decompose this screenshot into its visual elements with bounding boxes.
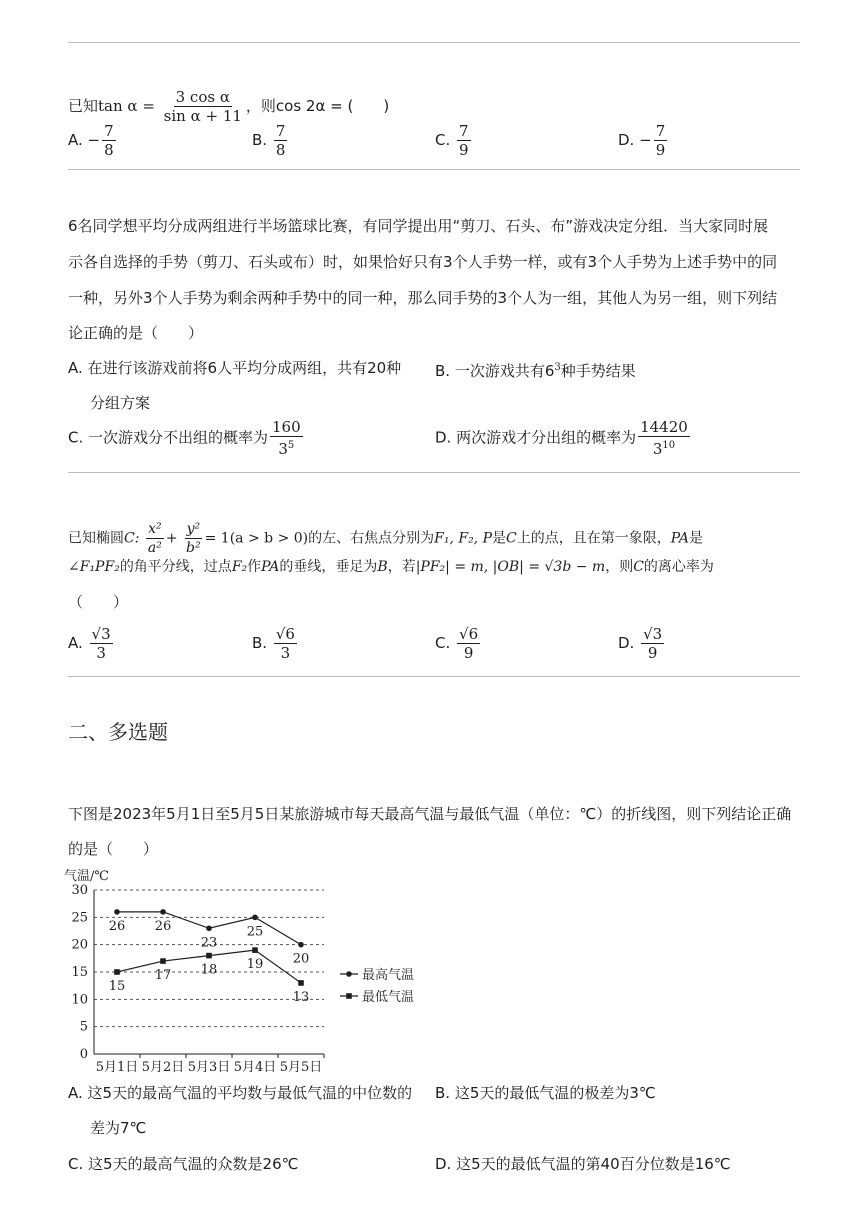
q2-stem-line-2: 示各自选择的手势（剪刀、石头或布）时，如果恰好只有3个人手势一样，或有3个人手势为上述手势中的同 (68, 253, 778, 271)
q4-stem-line-1: 下图是2023年5月1日至5月5日某旅游城市每天最高气温与最低气温（单位：℃）的折线图，则下列结论正确 (68, 805, 792, 823)
y-tick-label: 20 (71, 937, 88, 953)
data-label: 26 (108, 918, 126, 934)
data-point (160, 909, 166, 915)
x-tick-label: 5月3日 (187, 1060, 231, 1075)
q4-option-c[interactable]: C. 这5天的最高气温的众数是26℃ (68, 1155, 299, 1173)
legend-marker (346, 971, 352, 977)
q1-stem: 已知tan α = $\frac{\text{3 cos α}}{\text{sin α + 11}}$ ，则cos 2α = ( ) (68, 88, 390, 125)
data-label: 18 (200, 962, 218, 978)
q2-stem-line-3: 一种，另外3个人手势为剩余两种手势中的同一种，那么同手势的3个人为一组，其他人为另一组，则下列结 (68, 289, 778, 307)
legend-label: 最低气温 (362, 990, 415, 1005)
y-tick-label: 25 (71, 910, 88, 926)
q4-option-b[interactable]: B. 这5天的最低气温的极差为3℃ (435, 1084, 656, 1102)
divider-top (68, 42, 800, 43)
data-point (114, 969, 120, 975)
q2-option-c[interactable]: C. 一次游戏分不出组的概率为 $\frac{160}{3^5}$ (68, 418, 301, 458)
data-point (160, 958, 166, 964)
x-tick-label: 5月1日 (95, 1060, 139, 1075)
q1-option-c[interactable]: C. $\frac{7}{9}$ (435, 122, 469, 159)
q3-option-c[interactable]: C. $\frac{√6}{9}$ (435, 625, 479, 662)
q3-option-b[interactable]: B. $\frac{√6}{3}$ (252, 625, 295, 662)
q3-option-a[interactable]: A. $\frac{√3}{3}$ (68, 625, 111, 662)
y-tick-label: 15 (71, 965, 88, 980)
data-label: 13 (292, 989, 310, 1005)
data-label: 25 (246, 924, 264, 940)
data-label: 20 (292, 951, 310, 967)
q2-option-a[interactable]: A. 在进行该游戏前将6人平均分成两组，共有20种 (68, 359, 402, 377)
legend-marker (346, 993, 352, 999)
divider-q2 (68, 472, 800, 473)
data-label: 23 (200, 935, 218, 951)
y-tick-label: 30 (71, 883, 88, 898)
x-tick-label: 5月2日 (141, 1060, 185, 1075)
data-label: 17 (154, 968, 172, 984)
q2-stem-line-1: 6名同学想平均分成两组进行半场篮球比赛，有同学提出用“剪刀、石头、布”游戏决定分组．当大家同时展 (68, 217, 769, 235)
q3-stem-line-3: （ ） (68, 593, 129, 611)
data-point (206, 953, 212, 959)
q1-fraction: $\frac{\text{3 cos α}}{\text{sin α + 11}}$ (163, 88, 242, 125)
data-point (252, 947, 258, 953)
q4-stem-line-2: 的是（ ） (68, 840, 159, 858)
data-point (298, 980, 304, 986)
q2-option-b[interactable]: B. 一次游戏共有$6^3$种手势结果 (435, 362, 636, 380)
q2-option-d[interactable]: D. 两次游戏才分出组的概率为 $\frac{14420}{3^{10}}$ (435, 418, 688, 458)
data-label: 19 (246, 957, 264, 973)
q1-option-b[interactable]: B. $\frac{7}{8}$ (252, 122, 286, 159)
section-title: 二、多选题 (68, 720, 168, 744)
data-point (298, 942, 304, 948)
q1-option-d[interactable]: D. − $\frac{7}{9}$ (618, 122, 666, 159)
q3-stem-line-2: ∠F₁PF₂的角平分线，过点F₂作PA的垂线，垂足为B，若|PF₂| = m, |OB| = √3b − m，则C的离心率为 (68, 559, 714, 575)
y-tick-label: 5 (79, 1019, 88, 1035)
y-axis-label: 气温/℃ (64, 869, 109, 884)
temperature-line-chart (60, 862, 440, 1080)
q4-option-d[interactable]: D. 这5天的最低气温的第40百分位数是16℃ (435, 1155, 731, 1173)
q1-option-a[interactable]: A. − $\frac{7}{8}$ (68, 122, 114, 159)
q4-option-a-continued: 差为7℃ (90, 1119, 147, 1137)
y-tick-label: 10 (71, 992, 88, 1008)
q2-stem-line-4: 论正确的是（ ） (68, 324, 204, 342)
x-tick-label: 5月4日 (233, 1060, 277, 1075)
q2-option-a-continued: 分组方案 (90, 394, 151, 412)
y-tick-label: 0 (79, 1047, 88, 1062)
q4-option-a[interactable]: A. 这5天的最高气温的平均数与最低气温的中位数的 (68, 1084, 413, 1102)
data-point (252, 915, 258, 921)
q3-option-d[interactable]: D. $\frac{√3}{9}$ (618, 625, 663, 662)
data-label: 26 (154, 918, 172, 934)
divider-q1 (68, 169, 800, 170)
x-tick-label: 5月5日 (279, 1060, 323, 1075)
data-point (114, 909, 120, 915)
data-point (206, 925, 212, 931)
divider-q3 (68, 676, 800, 677)
q3-stem-line-1: 已知椭圆C: $\frac{\text{x²}}{\text{a²}}$ + $\frac{\text{y²}}{\text{b²}}$ = 1(a > b > 0)的左、右焦点分别为F₁, F₂, P是C上的点，且在第一象限，PA是 (68, 521, 703, 556)
legend-label: 最高气温 (362, 968, 415, 983)
data-label: 15 (108, 979, 126, 994)
